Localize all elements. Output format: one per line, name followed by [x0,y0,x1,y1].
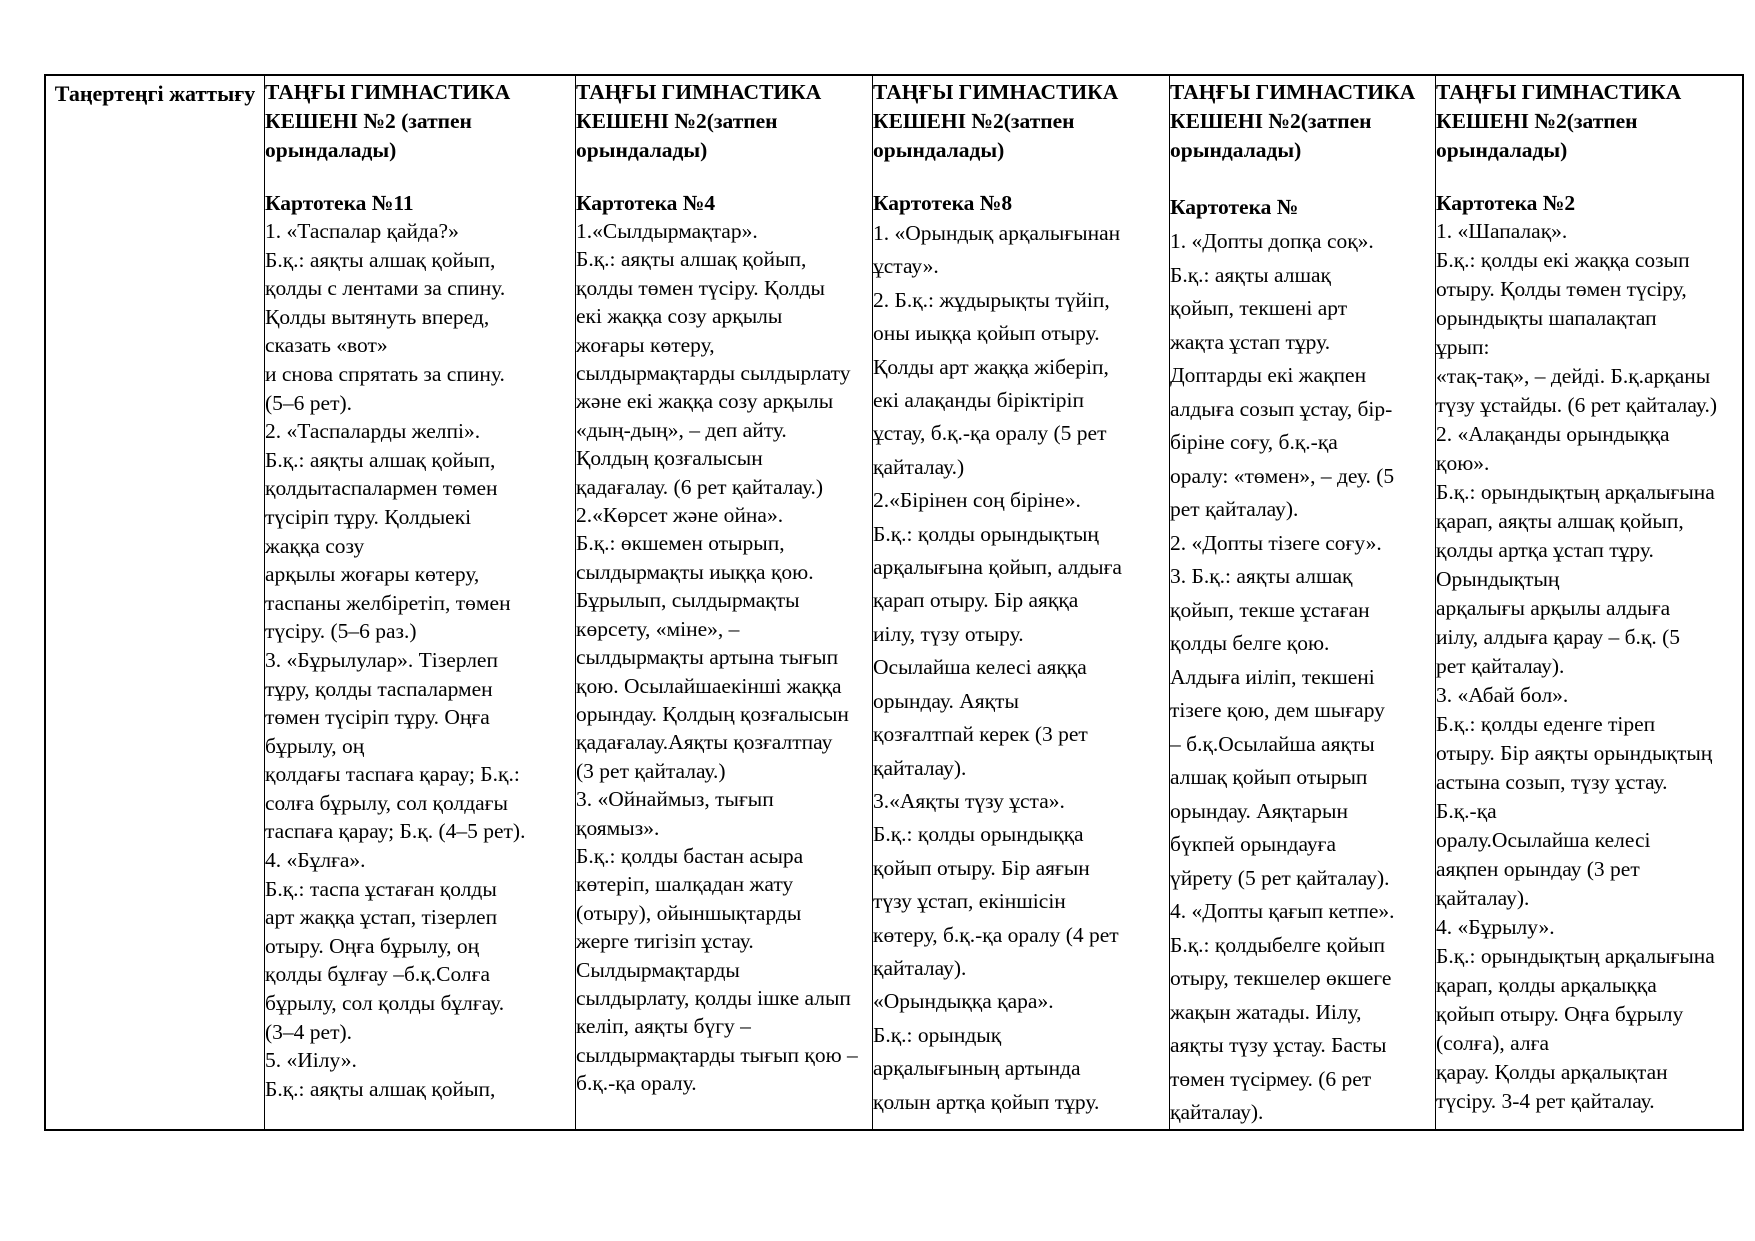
exercise-line: арқылы жоғары көтеру, [265,562,480,587]
exercise-line: (3 рет қайталау.) [576,758,726,783]
exercise-line: Б.қ.: аяқты алшақ қойып, [265,247,496,272]
complex-title-line: орындалады) [576,138,708,162]
exercise-line: орындау. Аяқтарын [1170,798,1348,823]
exercise-line: қайталау). [1170,1100,1264,1124]
exercise-line: Б.қ.: аяқты алшақ қойып, [576,247,807,272]
exercise-line: қадағалау. (6 рет қайталау.) [576,474,824,499]
exercise-line: 5. «Иілу». [265,1048,357,1073]
exercise-line: қайталау). [873,955,967,980]
exercise-line: сылдырмақтарды сылдырлату [576,361,851,386]
exercise-line: қолын артқа қойып тұру. [873,1089,1100,1114]
exercise-line: түсіру. (5–6 раз.) [265,619,417,644]
exercise-line: орындау. Аяқты [873,688,1019,713]
exercise-line: тізеге қою, дем шығару [1170,698,1385,722]
exercise-line: «дың-дың», – деп айту. [576,417,787,442]
exercise-line: Б.қ.: аяқты алшақ [1170,262,1331,287]
complex-title-line: КЕШЕНІ №2(затпен [1436,109,1638,133]
card-number: Картотека №4 [576,191,716,215]
exercise-line: 1. «Орындық арқалығынан [873,221,1121,245]
complex-title-line: ТАҢҒЫ ГИМНАСТИКА [265,80,511,104]
exercise-line: ұстау, б.қ.-қа оралу (5 рет [873,421,1107,446]
exercise-line: сказать «вот» [265,333,388,358]
exercise-line: қолды төмен түсіру. Қолды [576,275,825,300]
exercise-line: түсіріп тұру. Қолдыекі [265,504,472,529]
complex-title-line: ТАҢҒЫ ГИМНАСТИКА [576,80,822,104]
exercise-line: жаққа созу [265,533,365,558]
complex-title-line: орындалады) [1436,138,1568,162]
exercise-line: Алдыға иіліп, текшені [1170,664,1375,689]
exercise-line: түзу ұстап, екіншісін [873,889,1066,914]
exercise-line: 1. «Допты допқа соқ». [1170,229,1374,253]
exercise-line: оралу: «төмен», – деу. (5 [1170,463,1395,488]
exercise-line: орындау. Қолдың қозғалысын [576,701,849,726]
exercise-line: түзу ұстайды. (6 рет қайталау.) [1436,393,1717,417]
exercise-line: Орындықтың [1436,567,1560,591]
exercise-line: сылдырмақтарды тығып қою – [576,1042,858,1067]
exercise-line: 3. «Абай бол». [1436,683,1569,707]
complex-title-line: ТАҢҒЫ ГИМНАСТИКА [873,80,1119,104]
exercise-line: рет қайталау). [1436,654,1565,678]
exercise-line: қойып отыру. Бір аяғын [873,855,1090,880]
exercise-line: Б.қ.: таспа ұстаған қолды [265,876,497,901]
exercise-line: 3. Б.қ.: аяқты алшақ [1170,564,1353,588]
exercise-line: Б.қ.-қа [1436,799,1497,823]
exercise-line: көрсету, «міне», – [576,616,740,641]
exercise-line: жоғары көтеру, [576,332,715,357]
exercise-line: қолды с лентами за спину. [265,276,506,301]
exercise-line: Қолдың қозғалысын [576,446,763,471]
exercise-line: 3.«Аяқты түзу ұста». [873,788,1065,813]
day-cell-3 [872,76,1169,1129]
exercise-line: қарап отыру. Бір аяққа [873,588,1079,613]
day-cell-1 [264,76,575,1129]
exercise-line: солға бұрылу, сол қолдағы [265,790,508,815]
exercise-line: 2. «Таспаларды желпі». [265,419,481,444]
exercise-line: қойып отыру. Оңға бұрылу [1436,1002,1684,1026]
exercise-line: рет қайталау). [1170,497,1299,521]
exercise-line: түсіру. 3-4 рет қайталау. [1436,1089,1655,1113]
exercise-line: Б.қ.: қолды бастан асыра [576,843,804,868]
complex-title-line: орындалады) [1170,138,1302,162]
complex-title-line: КЕШЕНІ №2(затпен [576,109,778,133]
exercise-line: қою. Осылайшаекінші жаққа [576,673,842,698]
exercise-line: Бұрылып, сылдырмақты [576,588,800,613]
complex-title-line: орындалады) [265,138,397,162]
exercise-line: қозғалтпай керек (3 рет [873,722,1088,747]
exercise-line: «тақ-тақ», – дейді. Б.қ.арқаны [1436,364,1711,388]
exercise-line: Б.қ.: қолды екі жаққа созып [1436,248,1690,272]
exercise-line: Б.қ.: орындықтың арқалығына [1436,480,1715,504]
exercise-line: иілу, түзу отыру. [873,621,1024,646]
exercise-line: Осылайша келесі аяққа [873,655,1087,680]
exercise-line: отыру, текшелер өкшеге [1170,966,1392,990]
exercise-line: 2.«Бірінен соң біріне». [873,488,1081,513]
day-cell-2 [575,76,872,1129]
exercise-line: 2. «Допты тізеге соғу». [1170,530,1382,555]
exercise-line: Б.қ.: аяқты алшақ қойып, [265,1076,496,1101]
complex-title-line: ТАҢҒЫ ГИМНАСТИКА [1436,80,1682,104]
exercise-line: орындықты шапалақтап [1436,306,1657,330]
exercise-line: Б.қ.: қолды орындықтың [873,521,1099,546]
exercise-line: 3. «Ойнаймыз, тығып [576,787,774,812]
exercise-line: астына созып, түзу ұстау. [1436,770,1668,794]
exercise-line: Б.қ.: қолдыбелге қойып [1170,932,1385,957]
exercise-line: қойып, текше ұстаған [1170,597,1370,622]
exercise-line: қоямыз». [576,815,660,840]
exercise-line: және екі жаққа созу арқылы [576,389,834,414]
exercise-line: аяқпен орындау (3 рет [1436,857,1640,881]
exercise-line: Б.қ.: орындық [873,1022,1002,1047]
exercise-line: отыру. Бір аяқты орындықтың [1436,741,1713,765]
exercise-line: бұрылу, сол қолды бұлғау. [265,991,505,1016]
exercise-line: Б.қ.: аяқты алшақ қойып, [265,447,496,472]
exercise-line: қайталау). [873,755,967,780]
exercise-line: арт жаққа ұстап, тізерлеп [265,905,498,930]
exercise-line: (солға), алға [1436,1031,1549,1055]
row-header: Таңертеңгі жаттығу [54,81,256,106]
exercise-line: қолды белге қою. [1170,631,1330,655]
exercise-line: төмен түсірмеу. (6 рет [1170,1066,1372,1091]
exercise-line: екі жаққа созу арқылы [576,304,783,329]
exercise-line: 2. «Алақанды орындыққа [1436,422,1670,446]
complex-title-line: КЕШЕНІ №2(затпен [873,109,1075,133]
exercise-line: 2. Б.қ.: жұдырықты түйіп, [873,287,1110,312]
exercise-line: арқалығы арқылы алдыға [1436,596,1671,620]
exercise-line: Қолды вытянуть вперед, [265,304,490,329]
exercise-line: алдыға созып ұстау, бір- [1170,396,1393,421]
exercise-line: 1. «Шапалақ». [1436,219,1568,243]
exercise-line: оны иыққа қойып отыру. [873,321,1100,346]
exercise-line: (5–6 рет). [265,390,353,415]
exercise-line: қарап, қолды арқалыққа [1436,973,1657,997]
exercise-line: бүкпей орындауға [1170,832,1337,856]
exercise-line: біріне соғу, б.қ.-қа [1170,430,1338,454]
exercise-line: ұрып: [1436,335,1490,359]
exercise-line: ұстау». [873,254,939,279]
exercise-line: Б.қ.: орындықтың арқалығына [1436,944,1715,968]
exercise-line: қолды бұлғау –б.қ.Солға [265,962,490,987]
card-number: Картотека № [1170,195,1299,219]
exercise-line: сылдырмақты иыққа қою. [576,559,814,584]
exercise-line: келіп, аяқты бүгу – [576,1014,751,1039]
day-cell-5 [1435,76,1744,1129]
exercise-line: үйрету (5 рет қайталау). [1170,865,1390,890]
exercise-line: и снова спрятать за спину. [265,361,505,386]
exercise-line: екі алақанды біріктіріп [873,388,1084,413]
exercise-line: – б.қ.Осылайша аяқты [1170,731,1375,756]
exercise-line: 1. «Таспалар қайда?» [265,219,459,243]
card-number: Картотека №2 [1436,191,1576,215]
exercise-line: сылдырмақты артына тығып [576,645,839,670]
exercise-line: көтеріп, шалқадан жату [576,872,794,897]
schedule-table [44,74,1744,1131]
exercise-line: қайталау.) [873,454,965,479]
exercise-line: арқалығының артында [873,1056,1081,1081]
exercise-line: қолдағы таспаға қарау; Б.қ.: [265,762,520,787]
exercise-line: 4. «Допты қағып кетпе». [1170,899,1395,923]
exercise-line: таспаны желбіретіп, төмен [265,590,511,615]
exercise-line: Б.қ.: қолды орындыққа [873,822,1084,847]
exercise-line: төмен түсіріп тұру. Оңға [265,705,490,730]
exercise-line: отыру. Оңға бұрылу, оң [265,933,480,958]
exercise-line: қарау. Қолды арқалықтан [1436,1060,1668,1084]
exercise-line: 1.«Сылдырмақтар». [576,219,758,243]
card-number: Картотека №11 [265,191,414,215]
exercise-line: жақын жатады. Иілу, [1170,999,1362,1024]
exercise-line: сылдырлату, қолды ішке алып [576,985,851,1010]
complex-title-line: ТАҢҒЫ ГИМНАСТИКА [1170,80,1416,104]
exercise-line: қолдытаспалармен төмен [265,476,498,501]
exercise-line: қолды артқа ұстап тұру. [1436,538,1654,562]
exercise-line: жерге тигізіп ұстау. [576,929,754,954]
complex-title-line: орындалады) [873,138,1005,162]
exercise-line: аяқты түзу ұстау. Басты [1170,1033,1387,1057]
exercise-line: 3. «Бұрылулар». Тізерлеп [265,647,498,672]
exercise-line: (отыру), ойыншықтарды [576,900,802,925]
exercise-line: қайталау). [1436,886,1530,910]
complex-title-line: КЕШЕНІ №2 (затпен [265,109,472,133]
exercise-line: 4. «Бұрылу». [1436,915,1555,939]
exercise-line: отыру. Қолды төмен түсіру, [1436,277,1687,301]
exercise-line: Қолды арт жаққа жіберіп, [873,354,1109,379]
exercise-line: (3–4 рет). [265,1019,353,1044]
complex-title-line: КЕШЕНІ №2(затпен [1170,109,1372,133]
exercise-line: бұрылу, оң [265,733,365,758]
exercise-line: алшақ қойып отырып [1170,765,1368,789]
exercise-line: б.қ.-қа оралу. [576,1071,697,1096]
exercise-line: «Орындыққа қара». [873,989,1054,1014]
exercise-line: 2.«Көрсет және ойна». [576,503,784,528]
exercise-line: Доптарды екі жақпен [1170,363,1367,387]
exercise-line: Сылдырмақтарды [576,957,740,982]
row-header-cell [46,76,264,1129]
exercise-line: қадағалау.Аяқты қозғалтпау [576,730,833,755]
exercise-line: тұру, қолды таспалармен [265,676,493,701]
exercise-line: жақта ұстап тұру. [1170,329,1331,354]
card-number: Картотека №8 [873,191,1013,215]
exercise-line: таспаға қарау; Б.қ. (4–5 рет). [265,819,526,844]
exercise-line: қою». [1436,451,1490,475]
exercise-line: қарап, аяқты алшақ қойып, [1436,509,1684,533]
exercise-line: оралу.Осылайша келесі [1436,828,1651,852]
exercise-line: 4. «Бұлға». [265,848,366,873]
exercise-line: Б.қ.: қолды еденге тіреп [1436,712,1656,736]
exercise-line: иілу, алдыға қарау – б.қ. (5 [1436,625,1680,649]
exercise-line: көтеру, б.қ.-қа оралу (4 рет [873,922,1119,947]
exercise-line: қойып, текшені арт [1170,296,1348,320]
exercise-line: Б.қ.: өкшемен отырып, [576,531,785,556]
day-cell-4 [1169,76,1435,1129]
exercise-line: арқалығына қойып, алдыға [873,555,1122,580]
